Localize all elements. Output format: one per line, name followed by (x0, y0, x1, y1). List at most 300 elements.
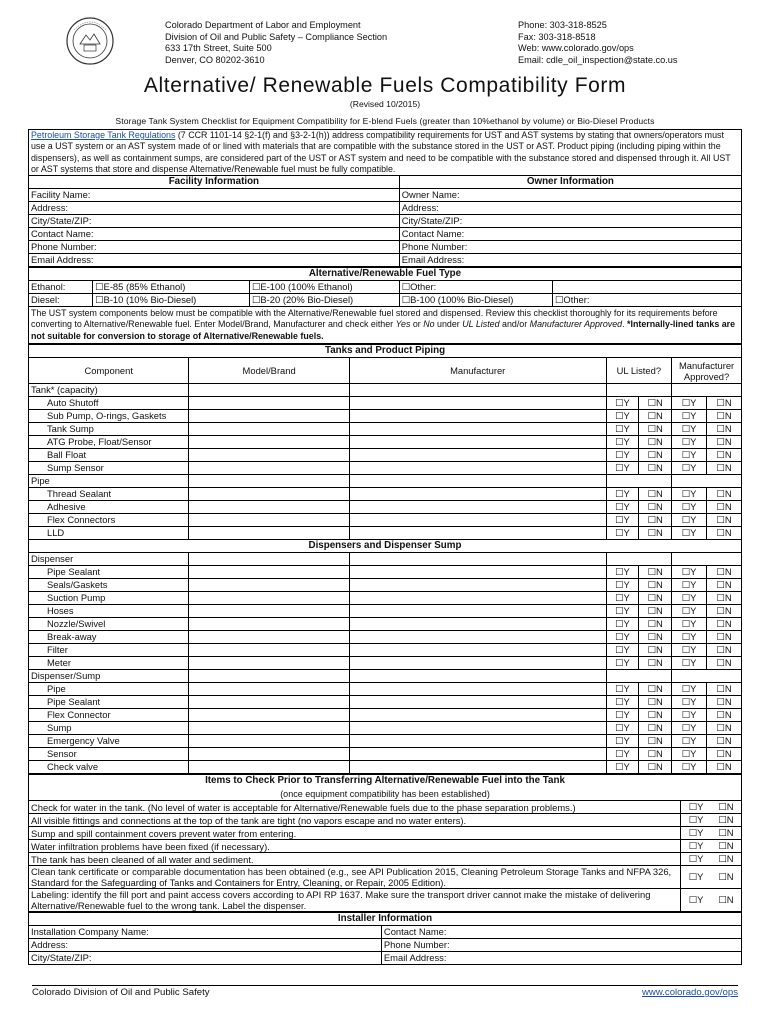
ul-yes-checkbox[interactable]: ☐Y (606, 410, 639, 423)
approved-no-checkbox[interactable]: ☐N (707, 592, 742, 605)
component-row (29, 462, 742, 475)
ul-no-checkbox[interactable]: ☐N (639, 449, 672, 462)
note-lined-tank-warning: *Internally-lined tanks are not suitable for conversion to storage of Alternative/Renewable fuels. (31, 319, 736, 341)
component-label: Tank Sump (29, 423, 189, 436)
fax-number: Fax: 303-318-8518 (518, 31, 596, 42)
approved-yes-checkbox[interactable]: ☐Y (672, 410, 707, 423)
diesel-other-checkbox[interactable]: ☐Other: (553, 294, 742, 307)
diesel-label: Diesel: (29, 294, 93, 307)
manufacturer-field[interactable] (349, 631, 606, 644)
model-brand-field[interactable] (189, 592, 349, 605)
component-label: Suction Pump (29, 592, 189, 605)
ul-no-checkbox[interactable]: ☐N (639, 592, 672, 605)
b10-checkbox[interactable]: ☐B-10 (10% Bio-Diesel) (93, 294, 250, 307)
ul-no-checkbox[interactable]: ☐N (639, 462, 672, 475)
component-group-label: Dispenser/Sump (29, 670, 189, 683)
facility-field[interactable]: Facility Name: (29, 189, 400, 202)
ul-no-checkbox[interactable]: ☐N (639, 579, 672, 592)
component-row (29, 592, 742, 605)
ul-no-checkbox[interactable]: ☐N (639, 631, 672, 644)
transfer-check-row (29, 889, 742, 912)
colorado-seal-icon (62, 16, 118, 66)
approved-no-checkbox[interactable]: ☐N (707, 462, 742, 475)
model-brand-field[interactable] (189, 683, 349, 696)
manufacturer-field[interactable] (349, 761, 606, 774)
model-brand-field[interactable] (189, 436, 349, 449)
ethanol-label: Ethanol: (29, 281, 93, 294)
approved-yes-checkbox[interactable]: ☐Y (672, 514, 707, 527)
ul-no-checkbox[interactable]: ☐N (639, 423, 672, 436)
approved-yes-checkbox[interactable]: ☐Y (672, 462, 707, 475)
manufacturer-field[interactable] (349, 618, 606, 631)
approved-yes-checkbox[interactable]: ☐Y (672, 592, 707, 605)
facility-field[interactable]: Contact Name: (29, 228, 400, 241)
manufacturer-field[interactable] (349, 410, 606, 423)
approved-yes-checkbox[interactable]: ☐Y (672, 709, 707, 722)
installer-heading: Installer Information (29, 913, 742, 926)
component-label: Ball Float (29, 449, 189, 462)
approved-blank (672, 670, 742, 683)
manufacturer-field[interactable] (349, 579, 606, 592)
transfer-check-row (29, 853, 742, 866)
model-brand-field[interactable] (189, 527, 349, 540)
manufacturer-field[interactable] (349, 514, 606, 527)
model-brand-field[interactable] (189, 462, 349, 475)
ul-no-checkbox[interactable]: ☐N (639, 657, 672, 670)
note-text-2: under (434, 319, 463, 330)
transfer-no-checkbox[interactable]: ☐N (711, 814, 742, 827)
approved-no-checkbox[interactable]: ☐N (707, 683, 742, 696)
ul-yes-checkbox[interactable]: ☐Y (606, 631, 639, 644)
approved-no-checkbox[interactable]: ☐N (707, 761, 742, 774)
approved-no-checkbox[interactable]: ☐N (707, 657, 742, 670)
form-subtitle: Storage Tank System Checklist for Equipment Compatibility for E-blend Fuels (greater than 10%ethanol by volume) or Bio-Diesel Products (115, 116, 655, 126)
component-row (29, 475, 742, 488)
model-brand-field[interactable] (189, 696, 349, 709)
approved-yes-checkbox[interactable]: ☐Y (672, 423, 707, 436)
manufacturer-field[interactable] (349, 566, 606, 579)
transfer-yes-checkbox[interactable]: ☐Y (681, 814, 711, 827)
street-address: 633 17th Street, Suite 500 (165, 43, 272, 54)
approved-yes-checkbox[interactable]: ☐Y (672, 436, 707, 449)
note-text-3: and/or (499, 319, 530, 330)
transfer-yes-checkbox[interactable]: ☐Y (681, 866, 711, 889)
component-row (29, 410, 742, 423)
transfer-check-text: Water infiltration problems have been fixed (if necessary). (29, 840, 681, 853)
component-row (29, 735, 742, 748)
approved-no-checkbox[interactable]: ☐N (707, 579, 742, 592)
transfer-check-row (29, 827, 742, 840)
installer-field[interactable]: City/State/ZIP: (29, 952, 382, 965)
manufacturer-field[interactable] (349, 657, 606, 670)
approved-no-checkbox[interactable]: ☐N (707, 709, 742, 722)
transfer-yes-checkbox[interactable]: ☐Y (681, 889, 711, 912)
ul-no-checkbox[interactable]: ☐N (639, 735, 672, 748)
e85-checkbox[interactable]: ☐E-85 (85% Ethanol) (93, 281, 250, 294)
approved-yes-checkbox[interactable]: ☐Y (672, 696, 707, 709)
model-brand-field[interactable] (189, 657, 349, 670)
manufacturer-field[interactable] (349, 527, 606, 540)
manufacturer-field[interactable] (349, 449, 606, 462)
component-label: Emergency Valve (29, 735, 189, 748)
owner-field[interactable]: Email Address: (399, 254, 741, 267)
col-manufacturer-approved (672, 358, 742, 384)
ul-no-checkbox[interactable]: ☐N (639, 761, 672, 774)
transfer-heading: Items to Check Prior to Transferring Alternative/Renewable Fuel into the Tank (29, 775, 742, 788)
ul-no-checkbox[interactable]: ☐N (639, 488, 672, 501)
approved-yes-checkbox[interactable]: ☐Y (672, 501, 707, 514)
transfer-yes-checkbox[interactable]: ☐Y (681, 801, 711, 814)
manufacturer-field[interactable] (349, 696, 606, 709)
component-label: ATG Probe, Float/Sensor (29, 436, 189, 449)
component-row (29, 761, 742, 774)
component-row (29, 514, 742, 527)
component-row (29, 449, 742, 462)
approved-no-checkbox[interactable]: ☐N (707, 410, 742, 423)
installer-row (29, 926, 742, 939)
ul-no-checkbox[interactable]: ☐N (639, 527, 672, 540)
manufacturer-field[interactable] (349, 670, 606, 683)
transfer-no-checkbox[interactable]: ☐N (711, 801, 742, 814)
ul-yes-checkbox[interactable]: ☐Y (606, 488, 639, 501)
transfer-no-checkbox[interactable]: ☐N (711, 827, 742, 840)
note-yes: Yes (395, 319, 411, 330)
b100-checkbox[interactable]: ☐B-100 (100% Bio-Diesel) (399, 294, 552, 307)
ul-no-checkbox[interactable]: ☐N (639, 501, 672, 514)
ul-yes-checkbox[interactable]: ☐Y (606, 644, 639, 657)
transfer-check-text: Labeling: identify the fill port and paint access covers according to API RP 1637. Make sure the transport driver cannot make the mistake of delivering Alternative/Renewable fuel to the wrong tank. Label the dispenser. (29, 889, 681, 912)
component-row (29, 631, 742, 644)
ul-no-checkbox[interactable]: ☐N (639, 748, 672, 761)
ul-yes-checkbox[interactable]: ☐Y (606, 514, 639, 527)
city-address: Denver, CO 80202-3610 (165, 54, 265, 65)
component-row (29, 605, 742, 618)
manufacturer-field[interactable] (349, 605, 606, 618)
installer-field[interactable]: Address: (29, 939, 382, 952)
model-brand-field[interactable] (189, 566, 349, 579)
component-label: Thread Sealant (29, 488, 189, 501)
transfer-check-text: All visible fittings and connections at the top of the tank are tight (no vapors escape and no water enters). (29, 814, 681, 827)
model-brand-field[interactable] (189, 501, 349, 514)
transfer-no-checkbox[interactable]: ☐N (711, 889, 742, 912)
facility-field[interactable]: Address: (29, 202, 400, 215)
model-brand-field[interactable] (189, 553, 349, 566)
ul-no-checkbox[interactable]: ☐N (639, 683, 672, 696)
owner-heading: Owner Information (399, 176, 741, 189)
note-text-4: . (622, 319, 628, 330)
component-row (29, 423, 742, 436)
approved-yes-checkbox[interactable]: ☐Y (672, 566, 707, 579)
col-approved-line1: Manufacturer (678, 359, 735, 371)
approved-no-checkbox[interactable]: ☐N (707, 423, 742, 436)
manufacturer-field[interactable] (349, 683, 606, 696)
installer-row (29, 939, 742, 952)
approved-yes-checkbox[interactable]: ☐Y (672, 735, 707, 748)
model-brand-field[interactable] (189, 644, 349, 657)
approved-yes-checkbox[interactable]: ☐Y (672, 605, 707, 618)
model-brand-field[interactable] (189, 397, 349, 410)
ul-yes-checkbox[interactable]: ☐Y (606, 748, 639, 761)
component-label: Break-away (29, 631, 189, 644)
manufacturer-field[interactable] (349, 436, 606, 449)
owner-field[interactable]: Address: (399, 202, 741, 215)
component-label: Seals/Gaskets (29, 579, 189, 592)
col-component: Component (29, 358, 189, 384)
approved-yes-checkbox[interactable]: ☐Y (672, 527, 707, 540)
ul-listed-blank (606, 384, 672, 397)
transfer-no-checkbox[interactable]: ☐N (711, 866, 742, 889)
department-name: Colorado Department of Labor and Employment (165, 20, 361, 30)
manufacturer-field[interactable] (349, 384, 606, 397)
component-row (29, 579, 742, 592)
form-title: Alternative/ Renewable Fuels Compatibility Form (143, 74, 627, 97)
component-label: Adhesive (29, 501, 189, 514)
approved-yes-checkbox[interactable]: ☐Y (672, 657, 707, 670)
col-manufacturer: Manufacturer (349, 358, 606, 384)
approved-yes-checkbox[interactable]: ☐Y (672, 722, 707, 735)
ul-no-checkbox[interactable]: ☐N (639, 410, 672, 423)
facility-owner-row (29, 228, 742, 241)
manufacturer-field[interactable] (349, 501, 606, 514)
transfer-check-text: The tank has been cleaned of all water and sediment. (29, 853, 681, 866)
transfer-yes-checkbox[interactable]: ☐Y (681, 840, 711, 853)
manufacturer-field[interactable] (349, 748, 606, 761)
approved-no-checkbox[interactable]: ☐N (707, 514, 742, 527)
facility-field[interactable]: Phone Number: (29, 241, 400, 254)
approved-no-checkbox[interactable]: ☐N (707, 644, 742, 657)
ul-no-checkbox[interactable]: ☐N (639, 436, 672, 449)
ul-yes-checkbox[interactable]: ☐Y (606, 397, 639, 410)
facility-field[interactable]: City/State/ZIP: (29, 215, 400, 228)
footer-org: Colorado Division of Oil and Public Safety (32, 987, 210, 998)
owner-field[interactable]: Owner Name: (399, 189, 741, 202)
approved-yes-checkbox[interactable]: ☐Y (672, 644, 707, 657)
component-label: LLD (29, 527, 189, 540)
approved-yes-checkbox[interactable]: ☐Y (672, 631, 707, 644)
approved-no-checkbox[interactable]: ☐N (707, 527, 742, 540)
approved-yes-checkbox[interactable]: ☐Y (672, 579, 707, 592)
letterhead (28, 14, 742, 70)
ul-yes-checkbox[interactable]: ☐Y (606, 592, 639, 605)
approved-no-checkbox[interactable]: ☐N (707, 748, 742, 761)
model-brand-field[interactable] (189, 475, 349, 488)
model-brand-field[interactable] (189, 748, 349, 761)
component-label: Flex Connectors (29, 514, 189, 527)
facility-field[interactable]: Email Address: (29, 254, 400, 267)
approved-blank (672, 553, 742, 566)
facility-owner-row (29, 254, 742, 267)
component-row (29, 709, 742, 722)
component-row (29, 501, 742, 514)
component-row (29, 748, 742, 761)
facility-owner-row (29, 202, 742, 215)
ul-yes-checkbox[interactable]: ☐Y (606, 449, 639, 462)
component-row (29, 683, 742, 696)
intro-text: (7 CCR 1101-14 §2-1(f) and §3-2-1(h)) address compatibility requirements for UST and AST systems by stating that owners/operators must use a UST system or an AST system made of or lined with materials that are compatible with the substance stored in the UST or AST. Product piping (including piping within the dispensers), as well as containment sumps, are considered part of the UST or AST system and need to be compatible with the substance stored and dispensed through it. All UST or AST systems that store and dispense Alternative/Renewable fuel must be fully compatible. (31, 130, 731, 174)
ul-yes-checkbox[interactable]: ☐Y (606, 735, 639, 748)
ethanol-other-field[interactable] (553, 281, 742, 294)
ul-yes-checkbox[interactable]: ☐Y (606, 605, 639, 618)
regulations-link[interactable]: Petroleum Storage Tank Regulations (31, 130, 176, 140)
model-brand-field[interactable] (189, 384, 349, 397)
manufacturer-field[interactable] (349, 553, 606, 566)
note-ma: Manufacturer Approved (529, 319, 623, 330)
approved-no-checkbox[interactable]: ☐N (707, 397, 742, 410)
ul-yes-checkbox[interactable]: ☐Y (606, 462, 639, 475)
transfer-check-row (29, 801, 742, 814)
approved-no-checkbox[interactable]: ☐N (707, 501, 742, 514)
email: Email: cdle_oil_inspection@state.co.us (518, 54, 678, 65)
ul-yes-checkbox[interactable]: ☐Y (606, 579, 639, 592)
transfer-no-checkbox[interactable]: ☐N (711, 853, 742, 866)
revision-date: (Revised 10/2015) (349, 99, 421, 109)
ul-yes-checkbox[interactable]: ☐Y (606, 722, 639, 735)
component-row (29, 618, 742, 631)
ul-no-checkbox[interactable]: ☐N (639, 709, 672, 722)
approved-yes-checkbox[interactable]: ☐Y (672, 683, 707, 696)
ul-no-checkbox[interactable]: ☐N (639, 514, 672, 527)
manufacturer-field[interactable] (349, 423, 606, 436)
fuel-type-table (28, 267, 742, 344)
approved-no-checkbox[interactable]: ☐N (707, 488, 742, 501)
component-label: Flex Connector (29, 709, 189, 722)
model-brand-field[interactable] (189, 670, 349, 683)
transfer-no-checkbox[interactable]: ☐N (711, 840, 742, 853)
ul-yes-checkbox[interactable]: ☐Y (606, 436, 639, 449)
model-brand-field[interactable] (189, 618, 349, 631)
approved-no-checkbox[interactable]: ☐N (707, 618, 742, 631)
approved-yes-checkbox[interactable]: ☐Y (672, 618, 707, 631)
installer-contact-field[interactable]: Phone Number: (381, 939, 741, 952)
owner-field[interactable]: Contact Name: (399, 228, 741, 241)
approved-no-checkbox[interactable]: ☐N (707, 436, 742, 449)
approved-no-checkbox[interactable]: ☐N (707, 722, 742, 735)
ul-no-checkbox[interactable]: ☐N (639, 618, 672, 631)
approved-yes-checkbox[interactable]: ☐Y (672, 397, 707, 410)
ul-no-checkbox[interactable]: ☐N (639, 566, 672, 579)
component-label: Pipe (29, 683, 189, 696)
note-or: or (410, 319, 424, 330)
ul-yes-checkbox[interactable]: ☐Y (606, 761, 639, 774)
component-row (29, 696, 742, 709)
transfer-check-row (29, 814, 742, 827)
manufacturer-field[interactable] (349, 488, 606, 501)
approved-no-checkbox[interactable]: ☐N (707, 605, 742, 618)
transfer-check-text: Check for water in the tank. (No level of water is acceptable for Alternative/Renewable fuels due to the phase separation problems.) (29, 801, 681, 814)
owner-field[interactable]: Phone Number: (399, 241, 741, 254)
ul-yes-checkbox[interactable]: ☐Y (606, 683, 639, 696)
model-brand-field[interactable] (189, 631, 349, 644)
ul-listed-blank (606, 553, 672, 566)
phone-number: Phone: 303-318-8525 (518, 20, 607, 30)
manufacturer-field[interactable] (349, 735, 606, 748)
transfer-yes-checkbox[interactable]: ☐Y (681, 827, 711, 840)
model-brand-field[interactable] (189, 709, 349, 722)
approved-no-checkbox[interactable]: ☐N (707, 566, 742, 579)
approved-no-checkbox[interactable]: ☐N (707, 631, 742, 644)
note-no: No (423, 319, 435, 330)
transfer-check-text: Clean tank certificate or comparable documentation has been obtained (e.g., see API Publication 2015, Cleaning Petroleum Storage Tanks and NFPA 326, Standard for the Safeguarding of Tanks and Containers for Entry, Cleaning, or Repair, 2005 Edition). (29, 866, 681, 889)
component-label: Meter (29, 657, 189, 670)
approved-no-checkbox[interactable]: ☐N (707, 449, 742, 462)
approved-yes-checkbox[interactable]: ☐Y (672, 449, 707, 462)
manufacturer-field[interactable] (349, 709, 606, 722)
component-label: Sub Pump, O-rings, Gaskets (29, 410, 189, 423)
model-brand-field[interactable] (189, 579, 349, 592)
manufacturer-field[interactable] (349, 644, 606, 657)
model-brand-field[interactable] (189, 449, 349, 462)
ul-yes-checkbox[interactable]: ☐Y (606, 709, 639, 722)
transfer-check-row (29, 866, 742, 889)
installer-field[interactable]: Installation Company Name: (29, 926, 382, 939)
component-label: Check valve (29, 761, 189, 774)
component-label: Pipe Sealant (29, 566, 189, 579)
approved-yes-checkbox[interactable]: ☐Y (672, 488, 707, 501)
approved-yes-checkbox[interactable]: ☐Y (672, 748, 707, 761)
page-footer (32, 985, 738, 998)
ul-no-checkbox[interactable]: ☐N (639, 605, 672, 618)
ul-no-checkbox[interactable]: ☐N (639, 722, 672, 735)
component-label: Sump (29, 722, 189, 735)
ul-yes-checkbox[interactable]: ☐Y (606, 501, 639, 514)
manufacturer-field[interactable] (349, 722, 606, 735)
model-brand-field[interactable] (189, 488, 349, 501)
facility-heading: Facility Information (29, 176, 400, 189)
footer-link[interactable]: www.colorado.gov/ops (642, 987, 738, 998)
owner-field[interactable]: City/State/ZIP: (399, 215, 741, 228)
approved-no-checkbox[interactable]: ☐N (707, 735, 742, 748)
manufacturer-field[interactable] (349, 475, 606, 488)
intro-paragraph (28, 129, 742, 175)
ul-yes-checkbox[interactable]: ☐Y (606, 696, 639, 709)
component-row (29, 566, 742, 579)
ul-yes-checkbox[interactable]: ☐Y (606, 527, 639, 540)
ul-yes-checkbox[interactable]: ☐Y (606, 657, 639, 670)
installer-contact-field[interactable]: Contact Name: (381, 926, 741, 939)
installer-contact-field[interactable]: Email Address: (381, 952, 741, 965)
transfer-yes-checkbox[interactable]: ☐Y (681, 853, 711, 866)
model-brand-field[interactable] (189, 423, 349, 436)
ul-yes-checkbox[interactable]: ☐Y (606, 566, 639, 579)
model-brand-field[interactable] (189, 735, 349, 748)
ul-yes-checkbox[interactable]: ☐Y (606, 423, 639, 436)
manufacturer-field[interactable] (349, 397, 606, 410)
ethanol-other-checkbox[interactable]: ☐Other: (399, 281, 552, 294)
b20-checkbox[interactable]: ☐B-20 (20% Bio-Diesel) (250, 294, 400, 307)
manufacturer-field[interactable] (349, 592, 606, 605)
component-label: Sensor (29, 748, 189, 761)
model-brand-field[interactable] (189, 410, 349, 423)
ul-yes-checkbox[interactable]: ☐Y (606, 618, 639, 631)
manufacturer-field[interactable] (349, 462, 606, 475)
ul-no-checkbox[interactable]: ☐N (639, 644, 672, 657)
component-row (29, 527, 742, 540)
model-brand-field[interactable] (189, 605, 349, 618)
approved-yes-checkbox[interactable]: ☐Y (672, 761, 707, 774)
component-label: Sump Sensor (29, 462, 189, 475)
model-brand-field[interactable] (189, 761, 349, 774)
model-brand-field[interactable] (189, 722, 349, 735)
e100-checkbox[interactable]: ☐E-100 (100% Ethanol) (250, 281, 400, 294)
model-brand-field[interactable] (189, 514, 349, 527)
facility-owner-table (28, 175, 742, 267)
ul-no-checkbox[interactable]: ☐N (639, 397, 672, 410)
ul-listed-blank (606, 475, 672, 488)
note-ul: UL Listed (462, 319, 500, 330)
transfer-subheading: (once equipment compatibility has been established) (29, 788, 742, 801)
ul-no-checkbox[interactable]: ☐N (639, 696, 672, 709)
approved-no-checkbox[interactable]: ☐N (707, 696, 742, 709)
